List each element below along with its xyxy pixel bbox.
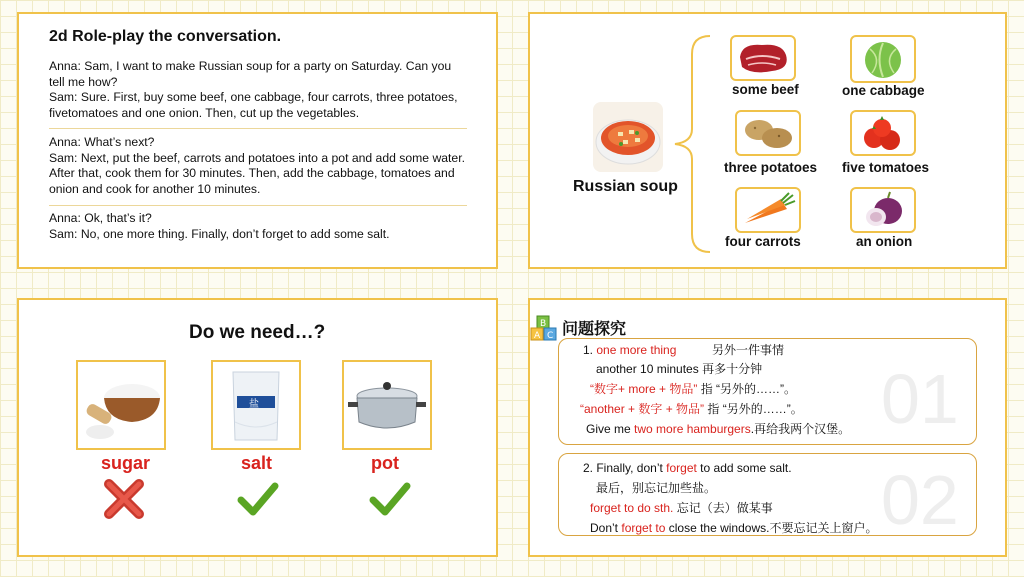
- abc-blocks-icon: [530, 315, 558, 341]
- salt-card: [211, 360, 301, 450]
- beef-icon: [730, 35, 796, 81]
- dialogue-panel: [17, 12, 498, 269]
- note-text: 1.: [583, 343, 597, 357]
- soup-bowl-icon: [593, 102, 663, 172]
- note-highlight: forget: [666, 461, 697, 475]
- note-line: 最后，别忘记加些盐。: [596, 481, 717, 495]
- brace-icon: [670, 34, 715, 254]
- divider: [49, 128, 467, 129]
- need-panel: [17, 298, 498, 557]
- check-icon: [237, 478, 279, 520]
- note-line: 另外一件事情: [712, 343, 785, 357]
- note-highlight: one more thing: [596, 343, 677, 357]
- ingredient-label: four carrots: [725, 234, 801, 249]
- note-highlight: two more hamburgers: [634, 422, 751, 436]
- soup-label: Russian soup: [573, 178, 678, 195]
- cabbage-icon: [850, 35, 916, 83]
- section-number: 02: [881, 461, 959, 539]
- note-line: [583, 343, 676, 357]
- need-label-salt: salt: [241, 453, 273, 473]
- pot-card: [342, 360, 432, 450]
- ingredient-label: some beef: [732, 82, 799, 97]
- dialogue-line: Sam: No, one more thing. Finally, don’t forget to add some salt.: [49, 226, 390, 241]
- onion-icon: [850, 187, 916, 233]
- note-line: [590, 521, 877, 535]
- need-title: Do we need…?: [189, 322, 326, 343]
- block-letter: C: [547, 331, 554, 341]
- explore-title: 问题探究: [562, 321, 627, 338]
- note-highlight: “数字+ more + 物品”: [590, 382, 698, 396]
- dialogue-line: Anna: What’s next?: [49, 135, 155, 149]
- block-letter: A: [534, 331, 541, 341]
- dialogue-line: tell me how?: [49, 74, 118, 89]
- ingredient-label: three potatoes: [724, 160, 818, 175]
- check-icon: [369, 478, 411, 520]
- note-line: [586, 422, 850, 436]
- note-text: .再给我两个汉堡。: [750, 422, 851, 436]
- note-text: close the windows.不要忘记关上窗户。: [665, 521, 878, 535]
- sugar-icon: [78, 362, 164, 448]
- dialogue-block-1: [49, 59, 489, 121]
- block-letter: B: [540, 319, 547, 329]
- note-line: [580, 402, 803, 416]
- need-label-pot: pot: [371, 453, 399, 473]
- note-text: 指 “另外的……”。: [697, 382, 797, 396]
- section-number: 01: [881, 360, 959, 438]
- sugar-card: [76, 360, 166, 450]
- dialogue-line: Anna: Sam, I want to make Russian soup for a party on Saturday. Can you: [49, 59, 452, 73]
- tomato-icon: [850, 110, 916, 156]
- carrot-icon: [735, 187, 801, 233]
- dialogue-line: Sam: Sure. First, buy some beef, one cabbage, four carrots, three potatoes,: [49, 90, 458, 104]
- note-text: Don’t: [590, 521, 622, 535]
- note-text: 2. Finally, don’t: [583, 461, 667, 475]
- note-text: 指 “另外的……”。: [704, 402, 803, 416]
- dialogue-line: After that, cook them for 30 minutes. Then, add the cabbage, tomatoes and: [49, 166, 455, 180]
- pot-icon: [344, 362, 430, 448]
- note-line: another 10 minutes 再多十分钟: [596, 362, 763, 376]
- note-line: [590, 382, 796, 396]
- note-highlight: forget to: [621, 521, 666, 535]
- dialogue-title: 2d Role-play the conversation.: [49, 28, 282, 45]
- ingredients-panel: [528, 12, 1007, 269]
- note-text: to add some salt.: [696, 461, 792, 475]
- ingredient-label: five tomatoes: [842, 160, 930, 175]
- ingredient-label: an onion: [856, 234, 913, 249]
- note-highlight: forget to do sth.: [590, 501, 674, 515]
- dialogue-block-3: [49, 211, 489, 242]
- potato-icon: [735, 110, 801, 156]
- salt-packet-text: 盐: [249, 399, 259, 410]
- note-text: Give me: [586, 422, 635, 436]
- dialogue-line: Sam: Next, put the beef, carrots and potatoes into a pot and add some water.: [49, 150, 465, 165]
- dialogue-line: Anna: Ok, that’s it?: [49, 211, 152, 225]
- divider: [49, 205, 467, 206]
- ingredient-label: one cabbage: [842, 83, 925, 98]
- dialogue-block-2: [49, 135, 489, 197]
- need-label-sugar: sugar: [101, 453, 151, 473]
- note-line: [583, 461, 792, 475]
- dialogue-line: fivetomatoes and one onion. Then, cut up the vegetables.: [49, 105, 360, 120]
- note-highlight: “another + 数字 + 物品”: [580, 402, 705, 416]
- note-text: 忘记（去）做某事: [673, 501, 773, 515]
- dialogue-line: onion and cook for another 10 minutes.: [49, 181, 261, 196]
- cross-icon: [103, 478, 145, 520]
- note-line: [590, 501, 773, 515]
